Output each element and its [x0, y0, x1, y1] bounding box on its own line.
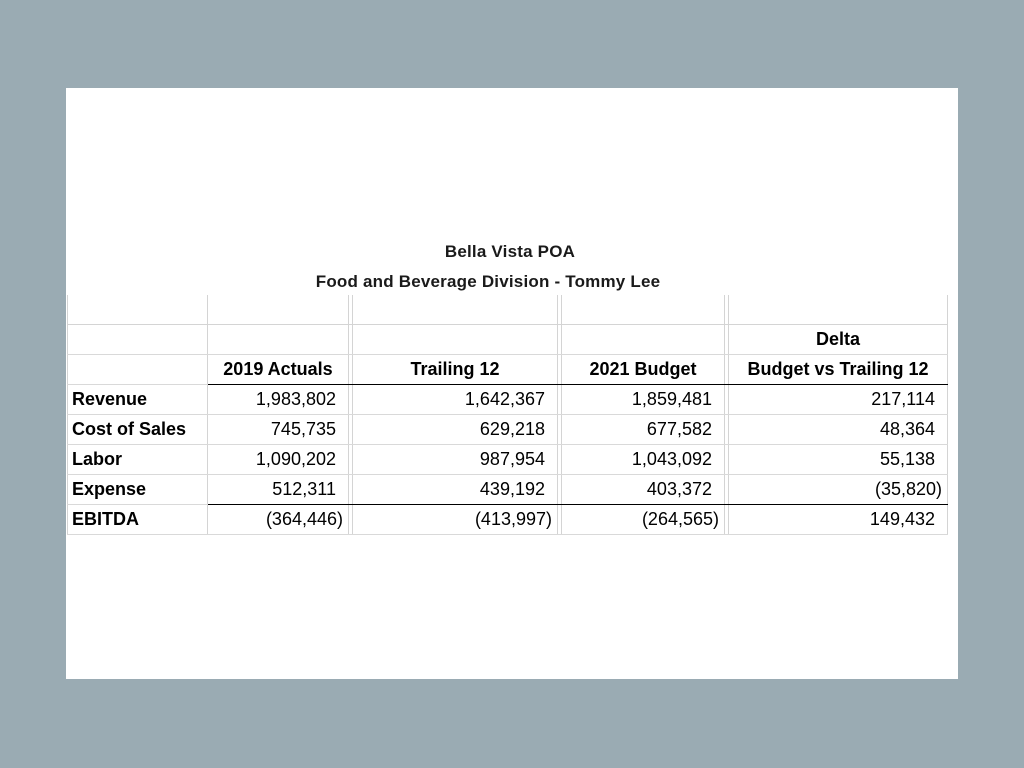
slide-canvas — [66, 88, 958, 679]
table-row-empty-1 — [68, 295, 948, 325]
column-header-budget-vs-trailing: Budget vs Trailing 12 — [729, 355, 948, 385]
column-header-2019-actuals: 2019 Actuals — [208, 355, 349, 385]
delta-group-header: Delta — [729, 325, 948, 355]
cell-value: (413,997) — [353, 505, 558, 535]
cell-value: 987,954 — [353, 445, 558, 475]
cell-value: 439,192 — [353, 475, 558, 505]
table-row — [68, 385, 948, 415]
row-label-revenue: Revenue — [68, 385, 208, 415]
document-title: Bella Vista POA — [444, 242, 576, 261]
table-row — [68, 505, 948, 535]
cell-value: 1,043,092 — [562, 445, 725, 475]
table-row — [68, 445, 948, 475]
row-label-ebitda: EBITDA — [68, 505, 208, 535]
cell-value: 149,432 — [729, 505, 948, 535]
column-header-2021-budget: 2021 Budget — [562, 355, 725, 385]
cell-value: 55,138 — [729, 445, 948, 475]
cell-value: (264,565) — [562, 505, 725, 535]
table-row — [68, 475, 948, 505]
cell-value: 48,364 — [729, 415, 948, 445]
cell-value: 677,582 — [562, 415, 725, 445]
cell-value: 629,218 — [353, 415, 558, 445]
row-label-cost-of-sales: Cost of Sales — [68, 415, 208, 445]
cell-value: 1,642,367 — [353, 385, 558, 415]
table-header-row — [68, 355, 948, 385]
cell-value: (364,446) — [208, 505, 349, 535]
table-row-group-header — [68, 325, 948, 355]
row-label-expense: Expense — [68, 475, 208, 505]
cell-value: 512,311 — [208, 475, 349, 505]
cell-value: 1,859,481 — [562, 385, 725, 415]
cell-value: 1,983,802 — [208, 385, 349, 415]
document-subtitle: Food and Beverage Division - Tommy Lee — [315, 272, 661, 291]
financial-table — [67, 295, 948, 535]
cell-value: (35,820) — [729, 475, 948, 505]
table-row — [68, 415, 948, 445]
row-label-labor: Labor — [68, 445, 208, 475]
cell-value: 745,735 — [208, 415, 349, 445]
cell-value: 217,114 — [729, 385, 948, 415]
column-header-trailing-12: Trailing 12 — [353, 355, 558, 385]
cell-value: 1,090,202 — [208, 445, 349, 475]
cell-value: 403,372 — [562, 475, 725, 505]
